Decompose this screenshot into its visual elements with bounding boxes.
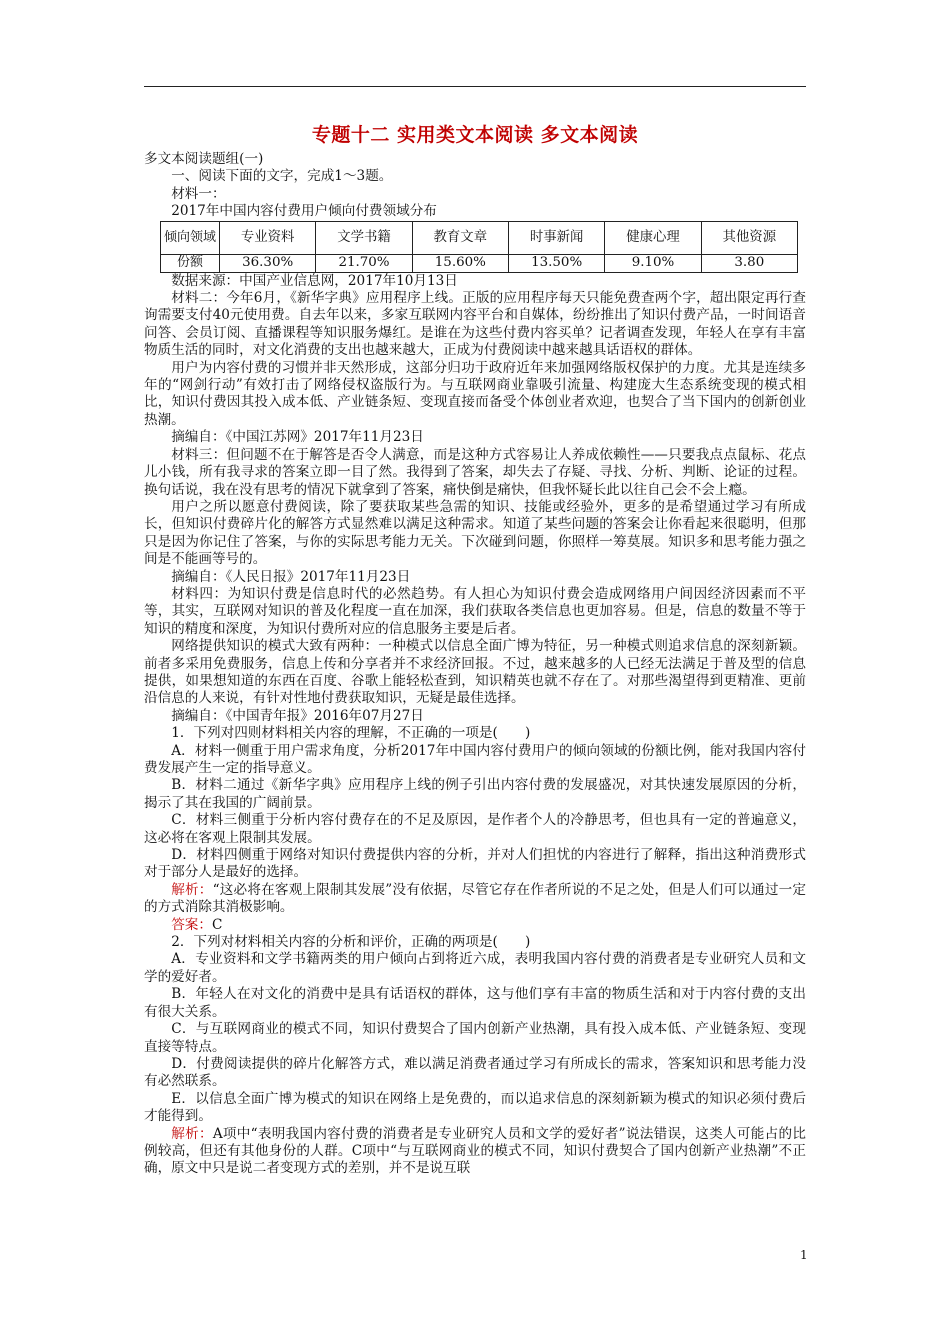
- table-header-row: [161, 221, 798, 254]
- instruction: 一、阅读下面的文字，完成1～3题。: [171, 168, 393, 185]
- header-rule: [144, 86, 806, 87]
- question-2-option-d: D．付费阅读提供的碎片化解答方式，难以满足消费者通过学习有所成长的需求，答案知识和思考能力没有必然联系。: [144, 1055, 806, 1090]
- table-cell: 9.10%: [605, 254, 701, 272]
- explanation-text: “这必将在客观上限制其发展”没有依据，尽管它存在作者所说的不足之处，但是人们可以通过一定的方式消除其消极影响。: [144, 881, 806, 916]
- answer-label: 答案：: [171, 916, 212, 933]
- source-4: 摘编自：《中国青年报》2016年07月27日: [171, 707, 424, 724]
- distribution-table: [160, 221, 798, 273]
- explanation-text: A项中“表明我国内容付费的消费者是专业研究人员和文学的爱好者”说法错误，这类人可能占的比例较高，但还有其他身份的人群。C项中“与互联网商业的模式不同，知识付费契合了国内创新产业热潮”不正确，原文中只是说二者变现方式的差别，并不是说互联: [144, 1125, 807, 1177]
- material-4-paragraph: 网络提供知识的模式大致有两种：一种模式以信息全面广博为特征，另一种模式则追求信息的深刻新颖。前者多采用免费服务，信息上传和分享者并不求经济回报。不过，越来越多的人已经无法满足于普及型的信息提供，如果想知道的东西在百度、谷歌上能轻松查到，知识精英也就不存在了。对那些渴望得到更精准、更前沿信息的人来说，有针对性地付费获取知识，无疑是最佳选择。: [144, 638, 806, 707]
- question-2-option-c: C．与互联网商业的模式不同，知识付费契合了国内创新产业热潮，具有投入成本低、产业链条短、变现直接等特点。: [144, 1021, 806, 1055]
- table-row: [161, 254, 798, 272]
- question-2: 2．下列对材料相关内容的分析和评价，正确的两项是( ): [171, 934, 531, 951]
- page-number: 1: [800, 1248, 808, 1262]
- material-2-paragraph: 用户为内容付费的习惯并非天然形成，这部分归功于政府近年来加强网络版权保护的力度。尤其是连续多年的“网剑行动”有效打击了网络侵权盗版行为。与互联网商业靠吸引流量、构建庞大生态系统变现的模式相比，知识付费因其投入成本低、产业链条短、变现直接而备受个体创业者欢迎，也契合了当下国内的创新创业热潮。: [144, 359, 806, 428]
- question-2-explanation: [144, 1126, 806, 1178]
- table-cell: 3.80: [701, 254, 797, 272]
- source-2: 摘编自：《中国江苏网》2017年11月23日: [171, 429, 424, 446]
- table-cell: 36.30%: [220, 254, 316, 272]
- material-1-label: 材料一：: [171, 185, 226, 202]
- table-cell: 13.50%: [508, 254, 604, 272]
- group-label: 多文本阅读题组(一): [144, 151, 264, 167]
- material-4-paragraph: 材料四：为知识付费是信息时代的必然趋势。有人担心为知识付费会造成网络用户间因经济因素而不平等，其实，互联网对知识的普及化程度一直在加深，我们获取各类信息也更加容易。但是，信息的数量不等于知识的精度和深度，为知识付费所对应的信息服务主要是后者。: [144, 585, 806, 637]
- table-row-label: 份额: [161, 254, 220, 272]
- table-column: 专业资料: [220, 221, 316, 254]
- material-2-paragraph: 材料二：今年6月，《新华字典》应用程序上线。正版的应用程序每天只能免费查两个字，超出限定再行查询需要支付40元使用费。自去年以来，多家互联网内容平台和自媒体，纷纷推出了知识付费产品，一时间语音问答、会员订阅、直播课程等知识服务爆红。是谁在为这些付费内容买单？记者调查发现，年轻人在享有丰富物质生活的同时，对文化消费的支出也越来越大，正成为付费阅读中越来越具话语权的群体。: [144, 290, 806, 359]
- question-1-option-b: B．材料二通过《新华字典》应用程序上线的例子引出内容付费的发展盛况，对其快速发展原因的分析，揭示了其在我国的广阔前景。: [144, 777, 806, 811]
- answer-value: C: [211, 916, 223, 933]
- table-cell: 15.60%: [412, 254, 508, 272]
- explanation-label: 解析：: [171, 1125, 213, 1142]
- question-1-explanation: [144, 882, 806, 917]
- table-column: 时事新闻: [508, 221, 604, 254]
- material-3-paragraph: 材料三：但问题不在于解答是否令人满意，而是这种方式容易让人养成依赖性——只要我点点鼠标、花点儿小钱，所有我寻求的答案立即一目了然。我得到了答案，却失去了存疑、寻找、分析、判断、论证的过程。换句话说，我在没有思考的情况下就拿到了答案，痛快倒是痛快，但我怀疑长此以往自己会不会上瘾。: [144, 446, 806, 498]
- source-1: 数据来源：中国产业信息网，2017年10月13日: [171, 272, 458, 289]
- table-column: 健康心理: [605, 221, 701, 254]
- material-3-paragraph: 用户之所以愿意付费阅读，除了要获取某些急需的知识、技能或经验外，更多的是希望通过学习有所成长，但知识付费碎片化的解答方式显然难以满足这种需求。知道了某些问题的答案会让你看起来很聪明，但那只是因为你记住了答案，与你的实际思考能力无关。下次碰到问题，你照样一筹莫展。知识多和思考能力强之间是不能画等号的。: [144, 498, 806, 568]
- table-title: 2017年中国内容付费用户倾向付费领域分布: [171, 203, 437, 220]
- question-1-option-d: D．材料四侧重于网络对知识付费提供内容的分析，并对人们担忧的内容进行了解释，指出这种消费形式对于部分人是最好的选择。: [144, 847, 806, 881]
- table-column: 其他资源: [701, 221, 797, 254]
- question-2-option-e: E．以信息全面广博为模式的知识在网络上是免费的，而以追求信息的深刻新颖为模式的知识必须付费后才能得到。: [144, 1090, 806, 1125]
- content-area: [144, 122, 806, 1178]
- table-column: 文学书籍: [316, 221, 412, 254]
- table-head-label: 倾向领域: [161, 221, 220, 254]
- source-3: 摘编自：《人民日报》2017年11月23日: [171, 568, 411, 585]
- explanation-label: 解析：: [171, 881, 213, 898]
- page-title: 专题十二 实用类文本阅读 多文本阅读: [311, 124, 639, 146]
- question-2-option-b: B．年轻人在对文化的消费中是具有话语权的群体，这与他们享有丰富的物质生活和对于内容付费的支出有很大关系。: [144, 986, 806, 1020]
- question-1-option-c: C．材料三侧重于分析内容付费存在的不足及原因，是作者个人的冷静思考，但也具有一定的普遍意义，这必将在客观上限制其发展。: [144, 812, 806, 846]
- table-cell: 21.70%: [316, 254, 412, 272]
- question-1-option-a: A．材料一侧重于用户需求角度，分析2017年中国内容付费用户的倾向领域的份额比例，能对我国内容付费发展产生一定的指导意义。: [144, 742, 806, 776]
- question-1-answer: [144, 917, 806, 934]
- question-2-option-a: A．专业资料和文学书籍两类的用户倾向占到将近六成，表明我国内容付费的消费者是专业研究人员和文学的爱好者。: [144, 951, 806, 985]
- question-1: 1．下列对四则材料相关内容的理解，不正确的一项是( ): [171, 725, 531, 742]
- table-column: 教育文章: [412, 221, 508, 254]
